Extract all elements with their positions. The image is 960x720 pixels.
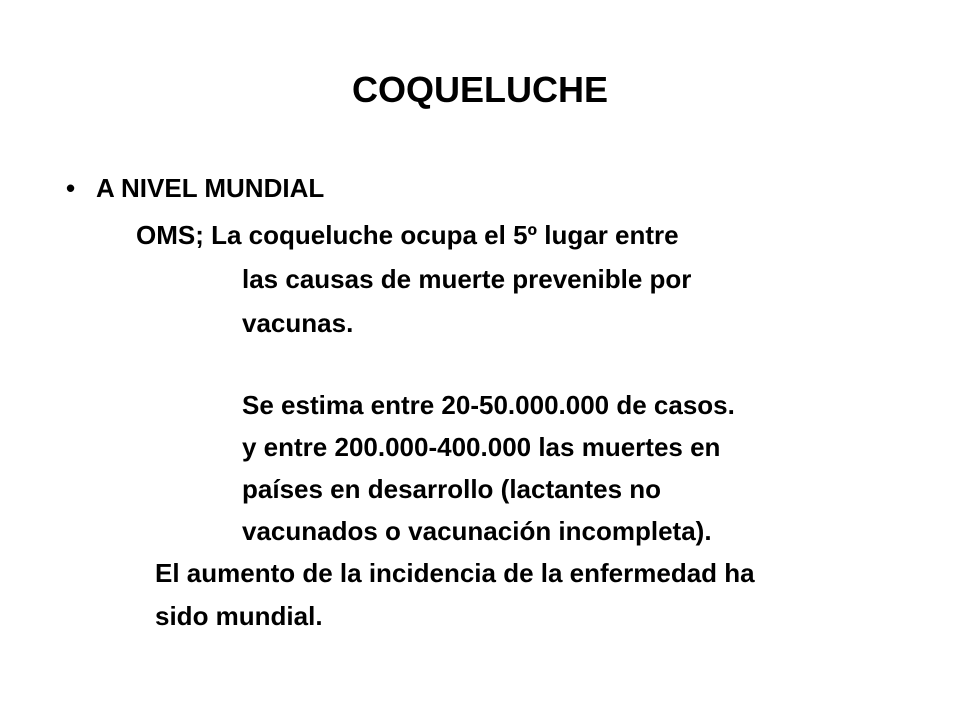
slide-title: COQUELUCHE xyxy=(351,69,608,110)
text-line-countries: países en desarrollo (lactantes no xyxy=(242,474,662,504)
text-line-oms: OMS; La coqueluche ocupa el 5º lugar entre xyxy=(136,220,679,250)
bullet-icon: • xyxy=(66,173,76,203)
bullet-heading: A NIVEL MUNDIAL xyxy=(96,173,325,203)
text-line-unvaccinated: vacunados o vacunación incompleta). xyxy=(242,516,712,546)
text-line-estimate-deaths: y entre 200.000-400.000 las muertes en xyxy=(242,432,721,462)
text-line-worldwide: sido mundial. xyxy=(155,601,323,631)
text-line-vacunas: vacunas. xyxy=(242,308,354,338)
text-line-estimate-cases: Se estima entre 20-50.000.000 de casos. xyxy=(242,390,735,420)
text-line-causas: las causas de muerte prevenible por xyxy=(242,264,692,294)
text-line-increase: El aumento de la incidencia de la enfermedad ha xyxy=(155,558,755,588)
